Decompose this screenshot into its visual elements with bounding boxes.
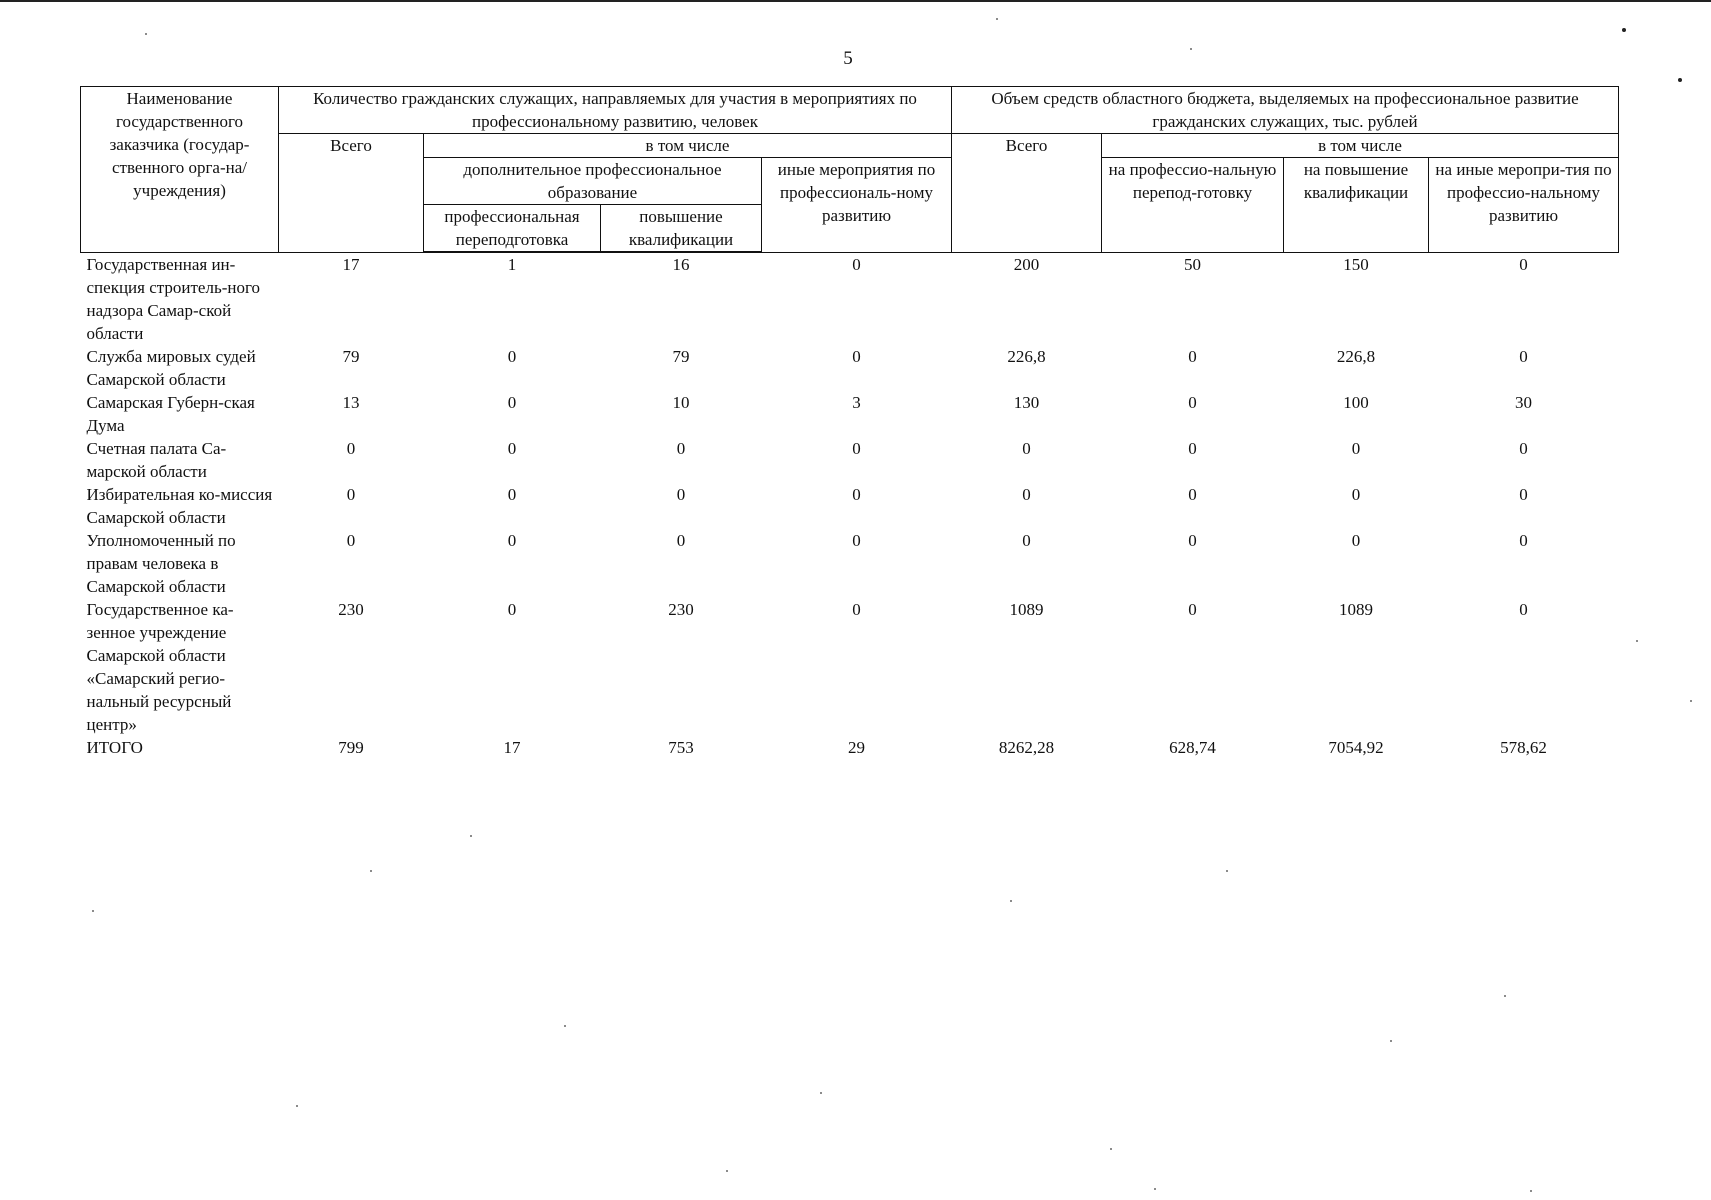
cell-value: 230 bbox=[338, 599, 364, 619]
table-row-total bbox=[81, 736, 1619, 759]
scan-speck bbox=[1690, 700, 1692, 702]
cell-value: 0 bbox=[1351, 484, 1361, 504]
scan-speck bbox=[92, 910, 94, 912]
scan-speck bbox=[1504, 995, 1506, 997]
cell-value: 0 bbox=[1188, 346, 1197, 366]
cell-value: 0 bbox=[676, 438, 686, 458]
cell-value: 100 bbox=[1343, 392, 1369, 412]
cell-value: 0 bbox=[1519, 484, 1528, 504]
cell-value: 10 bbox=[672, 392, 690, 412]
cell-value: 1 bbox=[507, 255, 517, 274]
scan-speck bbox=[1110, 1148, 1112, 1150]
table-row bbox=[81, 252, 1619, 345]
header-people-total: Всего bbox=[279, 134, 424, 253]
cell-value: 753 bbox=[668, 737, 694, 757]
cell-value: 3 bbox=[852, 392, 861, 412]
cell-value: 0 bbox=[852, 599, 861, 619]
cell-value: 0 bbox=[507, 530, 517, 550]
cell-value: 0 bbox=[852, 530, 861, 550]
scan-speck bbox=[296, 1105, 298, 1107]
header-dpo: дополнительное профессиональное образование bbox=[424, 158, 762, 205]
cell-value: 0 bbox=[1519, 530, 1528, 550]
scan-speck bbox=[820, 1092, 822, 1094]
row-name: Уполномоченный по правам человека в Самарской области bbox=[86, 530, 236, 596]
row-name: Самарская Губерн-ская Дума bbox=[86, 392, 255, 435]
cell-value: 8262,28 bbox=[998, 737, 1055, 757]
cell-value: 0 bbox=[1351, 530, 1361, 550]
scan-speck bbox=[1190, 48, 1192, 50]
row-name: Государственное ка-зенное учреждение Самарской области «Самарский регио-нальный ресурсный центр» bbox=[86, 599, 234, 734]
row-name-total: ИТОГО bbox=[86, 737, 143, 757]
cell-value: 0 bbox=[1519, 438, 1528, 458]
cell-value: 0 bbox=[676, 530, 686, 550]
cell-value: 230 bbox=[668, 599, 694, 619]
cell-value: 0 bbox=[1022, 438, 1031, 458]
cell-value: 50 bbox=[1184, 254, 1201, 274]
cell-value: 0 bbox=[1188, 484, 1197, 504]
scan-speck bbox=[1154, 1188, 1156, 1190]
cell-value: 0 bbox=[852, 254, 861, 274]
scan-speck bbox=[1226, 870, 1228, 872]
row-name: Избирательная ко-миссия Самарской области bbox=[86, 484, 273, 527]
cell-value: 0 bbox=[1519, 599, 1528, 619]
top-border-line bbox=[0, 0, 1711, 2]
scan-speck bbox=[1622, 28, 1626, 32]
cell-value: 0 bbox=[507, 484, 517, 504]
cell-value: 0 bbox=[1188, 392, 1197, 412]
table-row bbox=[81, 345, 1619, 391]
cell-value: 0 bbox=[507, 599, 517, 619]
header-retraining: профессиональная переподготовка bbox=[424, 205, 601, 253]
cell-value: 13 bbox=[342, 392, 360, 412]
cell-value: 200 bbox=[1013, 254, 1040, 274]
cell-value: 7054,92 bbox=[1328, 737, 1384, 757]
cell-value: 79 bbox=[672, 346, 690, 366]
header-budget-total: Всего bbox=[952, 134, 1102, 253]
training-budget-table bbox=[80, 86, 1619, 759]
cell-value: 0 bbox=[507, 392, 517, 412]
cell-value: 16 bbox=[672, 255, 690, 274]
cell-value: 0 bbox=[852, 484, 861, 504]
cell-value: 0 bbox=[852, 438, 861, 458]
cell-value: 130 bbox=[1013, 392, 1040, 412]
table-row bbox=[81, 437, 1619, 483]
header-budget-other: на иные меропри-тия по профессио-нальному развитию bbox=[1429, 158, 1619, 253]
header-other-events: иные мероприятия по профессиональ-ному развитию bbox=[762, 158, 952, 253]
table-row bbox=[81, 483, 1619, 529]
table-row bbox=[81, 529, 1619, 598]
header-customer: Наименование государственного заказчика (государ-ственного орга-на/учреждения) bbox=[81, 87, 279, 253]
header-budget-including: в том числе bbox=[1102, 134, 1619, 158]
cell-value: 1089 bbox=[1339, 599, 1373, 619]
scan-speck bbox=[726, 1170, 728, 1172]
header-budget-group: Объем средств областного бюджета, выделяемых на профессиональное развитие гражданских служащих, тыс. рублей bbox=[952, 87, 1619, 134]
cell-value: 30 bbox=[1515, 392, 1533, 412]
row-name: Государственная ин-спекция строитель-ного надзора Самар-ской области bbox=[86, 254, 261, 343]
header-qualification: повышение квалификации bbox=[601, 205, 762, 253]
header-budget-retraining: на профессио-нальную перепод-готовку bbox=[1102, 158, 1284, 253]
cell-value: 0 bbox=[1188, 599, 1197, 619]
scan-speck bbox=[470, 835, 472, 837]
cell-value: 0 bbox=[676, 484, 686, 504]
cell-value: 799 bbox=[338, 737, 364, 757]
cell-value: 0 bbox=[346, 484, 356, 504]
cell-value: 226,8 bbox=[1336, 346, 1376, 366]
scan-speck bbox=[1636, 640, 1638, 642]
cell-value: 0 bbox=[1519, 254, 1528, 274]
scan-speck bbox=[996, 18, 998, 20]
cell-value: 17 bbox=[503, 737, 521, 757]
cell-value: 0 bbox=[507, 346, 517, 366]
row-name: Счетная палата Са-марской области bbox=[86, 438, 227, 481]
cell-value: 578,62 bbox=[1500, 737, 1547, 757]
header-budget-qualification: на повышение квалификации bbox=[1284, 158, 1429, 253]
cell-value: 226,8 bbox=[1007, 346, 1046, 366]
header-people-group: Количество гражданских служащих, направляемых для участия в мероприятиях по профессиональному развитию, человек bbox=[279, 87, 952, 134]
table-row bbox=[81, 598, 1619, 736]
scan-speck bbox=[1678, 78, 1682, 82]
scan-speck bbox=[1010, 900, 1012, 902]
row-name: Служба мировых судей Самарской области bbox=[86, 346, 256, 389]
cell-value: 0 bbox=[1188, 530, 1197, 550]
cell-value: 0 bbox=[1022, 484, 1031, 504]
cell-value: 79 bbox=[342, 346, 360, 366]
page-number: 5 bbox=[843, 48, 853, 69]
scan-speck bbox=[1390, 1040, 1392, 1042]
cell-value: 0 bbox=[346, 530, 356, 550]
cell-value: 0 bbox=[1188, 438, 1197, 458]
table-row bbox=[81, 391, 1619, 437]
cell-value: 0 bbox=[1022, 530, 1031, 550]
cell-value: 150 bbox=[1343, 254, 1369, 274]
scan-speck bbox=[370, 870, 372, 872]
scan-speck bbox=[145, 33, 147, 35]
scan-speck bbox=[564, 1025, 566, 1027]
cell-value: 29 bbox=[848, 737, 865, 757]
cell-value: 0 bbox=[346, 438, 356, 458]
cell-value: 0 bbox=[1519, 346, 1528, 366]
cell-value: 0 bbox=[507, 438, 517, 458]
cell-value: 17 bbox=[342, 254, 360, 274]
scan-speck bbox=[1530, 1190, 1532, 1192]
cell-value: 628,74 bbox=[1169, 737, 1216, 757]
cell-value: 0 bbox=[1351, 438, 1361, 458]
cell-value: 1089 bbox=[1009, 599, 1044, 619]
header-people-including: в том числе bbox=[424, 134, 952, 158]
cell-value: 0 bbox=[852, 346, 861, 366]
